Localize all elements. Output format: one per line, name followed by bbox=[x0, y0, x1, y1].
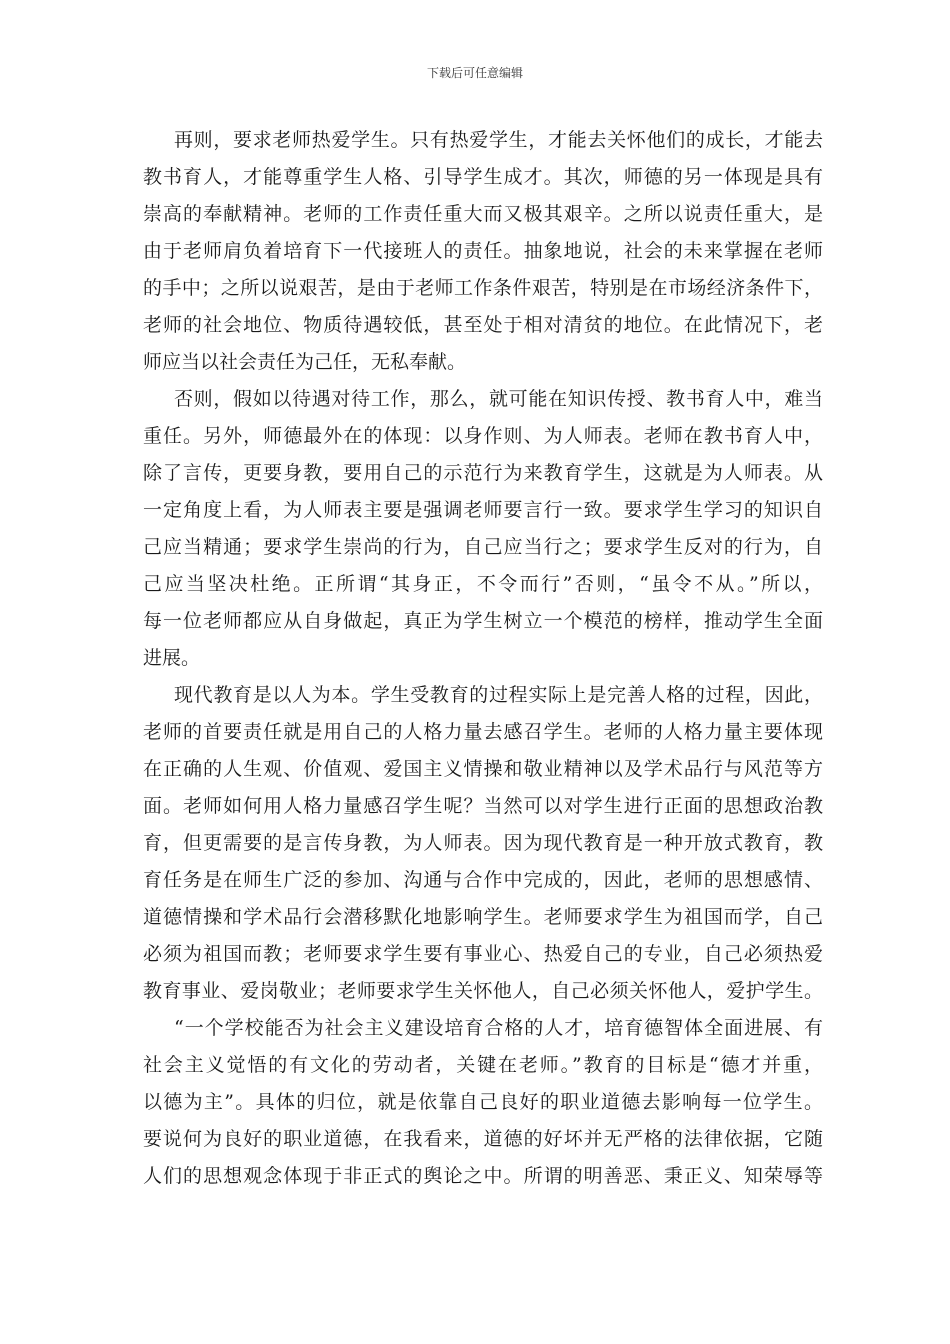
text-line: 教书育人，才能尊重学生人格、引导学生成才。其次，师德的另一体现是具有 bbox=[143, 166, 823, 188]
text-line: 人们的思想观念体现于非正式的舆论之中。所谓的明善恶、秉正义、知荣辱等 bbox=[143, 1165, 823, 1187]
text-line: 己应当精通；要求学生崇尚的行为，自己应当行之；要求学生反对的行为，自 bbox=[143, 536, 823, 558]
text-line: 的手中；之所以说艰苦，是由于老师工作条件艰苦，特别是在市场经济条件下， bbox=[143, 277, 823, 299]
text-line: 由于老师肩负着培育下一代接班人的责任。抽象地说，社会的未来掌握在老师 bbox=[143, 240, 823, 262]
text-line: 己应当坚决杜绝。正所谓“其身正，不令而行”否则，“虽令不从。”所以， bbox=[143, 573, 823, 595]
text-line: 社会主义觉悟的有文化的劳动者，关键在老师。”教育的目标是“德才并重， bbox=[143, 1054, 823, 1076]
text-line: 否则，假如以待遇对待工作，那么，就可能在知识传授、教书育人中，难当 bbox=[174, 388, 823, 410]
text-line: 师应当以社会责任为己任，无私奉献。 bbox=[143, 351, 467, 373]
text-line: 教育事业、爱岗敬业；老师要求学生关怀他人，自己必须关怀他人，爱护学生。 bbox=[143, 980, 823, 1002]
text-line: 必须为祖国而教；老师要求学生要有事业心、热爱自己的专业，自己必须热爱 bbox=[143, 943, 823, 965]
text-line: 育任务是在师生广泛的参加、沟通与合作中完成的，因此，老师的思想感情、 bbox=[143, 869, 823, 891]
text-line: 要说何为良好的职业道德，在我看来，道德的好坏并无严格的法律依据，它随 bbox=[143, 1128, 823, 1150]
text-line: 以德为主”。具体的归位，就是依靠自己良好的职业道德去影响每一位学生。 bbox=[143, 1091, 823, 1113]
text-line: 崇高的奉献精神。老师的工作责任重大而又极其艰辛。之所以说责任重大，是 bbox=[143, 203, 823, 225]
text-line: 面。老师如何用人格力量感召学生呢？当然可以对学生进行正面的思想政治教 bbox=[143, 795, 823, 817]
text-line: 育，但更需要的是言传身教，为人师表。因为现代教育是一种开放式教育，教 bbox=[143, 832, 823, 854]
text-line: 每一位老师都应从自身做起，真正为学生树立一个模范的榜样，推动学生全面 bbox=[143, 610, 823, 632]
text-line: 除了言传，更要身教，要用自己的示范行为来教育学生，这就是为人师表。从 bbox=[143, 462, 823, 484]
text-line: 老师的首要责任就是用自己的人格力量去感召学生。老师的人格力量主要体现 bbox=[143, 721, 823, 743]
text-line: 现代教育是以人为本。学生受教育的过程实际上是完善人格的过程，因此， bbox=[174, 684, 823, 706]
text-line: 重任。另外，师德最外在的体现：以身作则、为人师表。老师在教书育人中， bbox=[143, 425, 823, 447]
page-header: 下载后可任意编辑 bbox=[426, 66, 523, 80]
text-line: 道德情操和学术品行会潜移默化地影响学生。老师要求学生为祖国而学，自己 bbox=[143, 906, 823, 928]
text-line: 在正确的人生观、价值观、爱国主义情操和敬业精神以及学术品行与风范等方 bbox=[143, 758, 823, 780]
text-line: 老师的社会地位、物质待遇较低，甚至处于相对清贫的地位。在此情况下，老 bbox=[143, 314, 823, 336]
text-line: 一定角度上看，为人师表主要是强调老师要言行一致。要求学生学习的知识自 bbox=[143, 499, 823, 521]
text-line: “一个学校能否为社会主义建设培育合格的人才，培育德智体全面进展、有 bbox=[174, 1017, 823, 1039]
text-line: 进展。 bbox=[143, 647, 201, 669]
text-line: 再则，要求老师热爱学生。只有热爱学生，才能去关怀他们的成长，才能去 bbox=[174, 129, 823, 151]
